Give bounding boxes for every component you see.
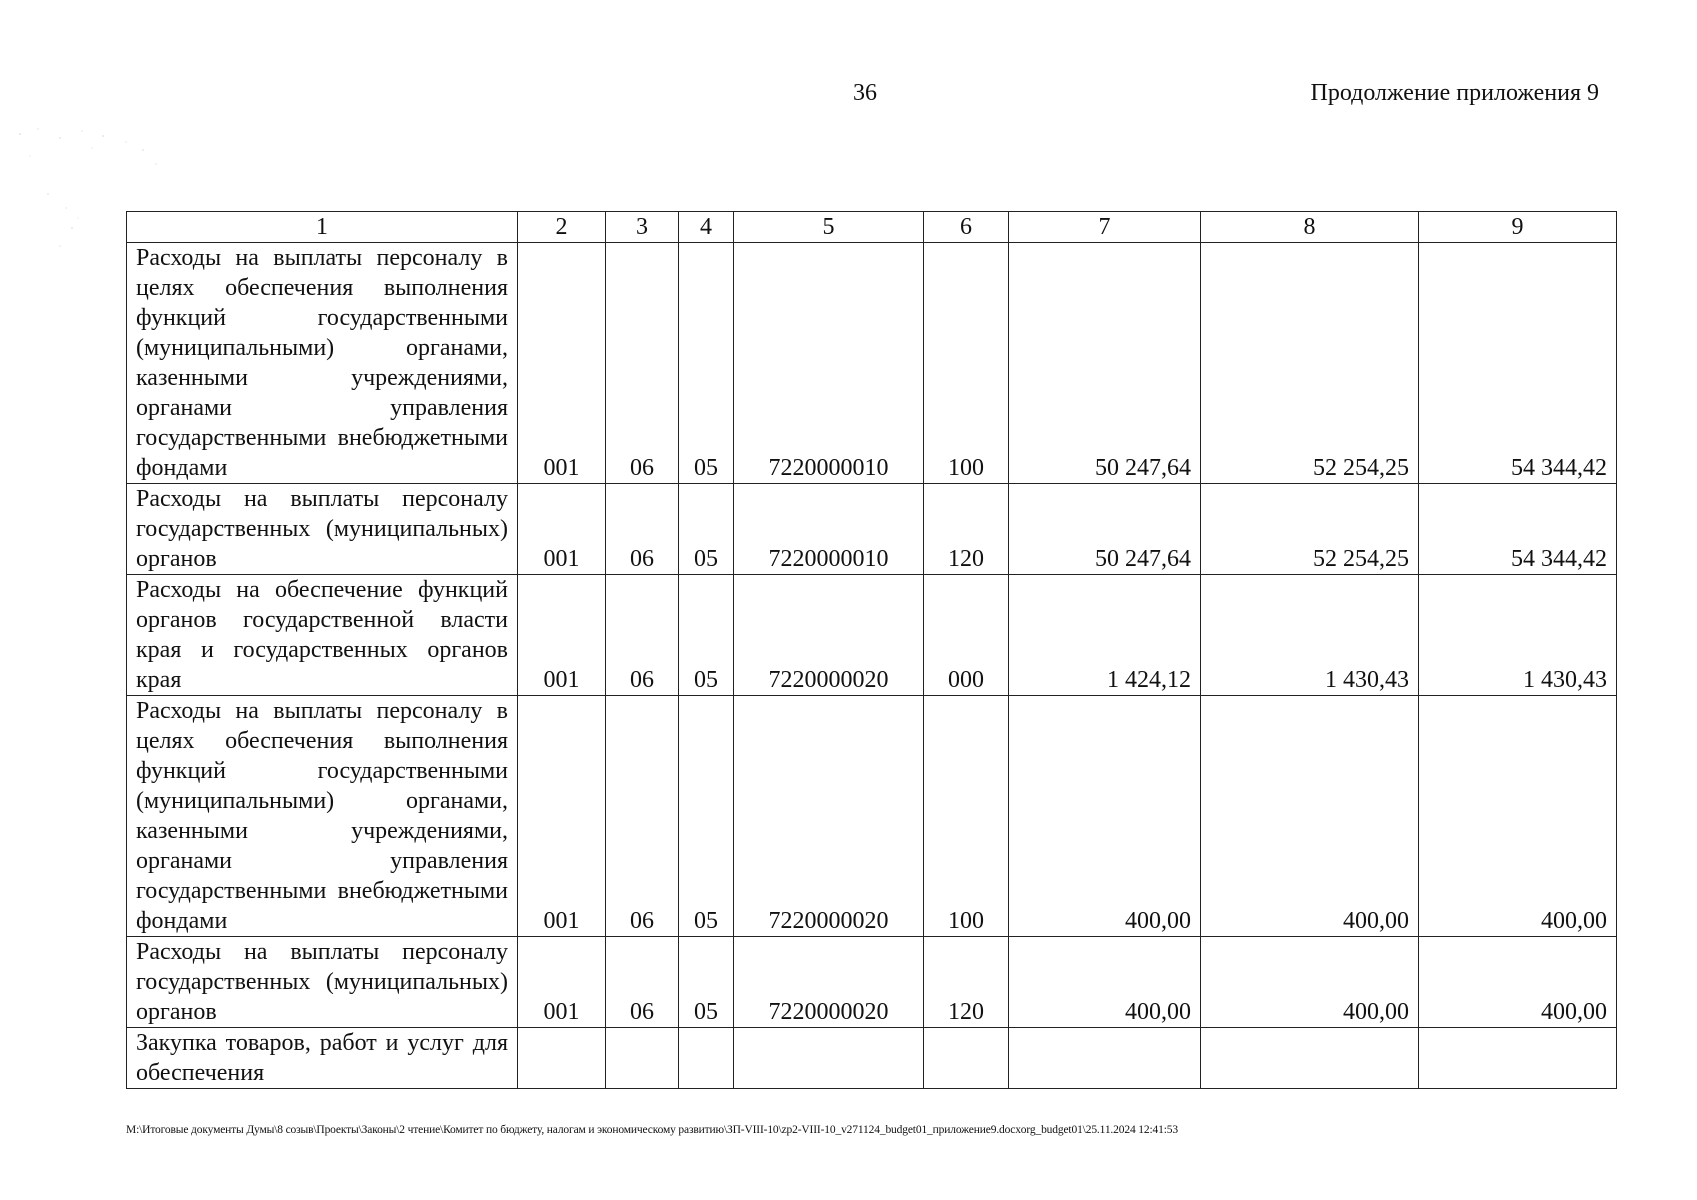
- table-row: [127, 937, 1617, 1028]
- ministry-code: 001: [518, 575, 606, 696]
- empty-cell: [518, 1028, 606, 1089]
- amount-col7: 50 247,64: [1009, 484, 1201, 575]
- expense-type-code: 120: [924, 484, 1009, 575]
- column-header: 3: [606, 212, 679, 243]
- ministry-code: 001: [518, 484, 606, 575]
- column-header: 9: [1419, 212, 1617, 243]
- section-code: 06: [606, 575, 679, 696]
- column-header: 4: [679, 212, 734, 243]
- table-row: [127, 575, 1617, 696]
- expense-name: Расходы на выплаты персоналу государственных (муниципальных) органов: [127, 937, 518, 1028]
- column-header: 8: [1201, 212, 1419, 243]
- table-row: [127, 484, 1617, 575]
- ministry-code: 001: [518, 937, 606, 1028]
- amount-col9: 54 344,42: [1419, 484, 1617, 575]
- expense-name: Расходы на обеспечение функций органов государственной власти края и государственных органов края: [127, 575, 518, 696]
- expense-name: Закупка товаров, работ и услуг для обеспечения: [127, 1028, 518, 1089]
- expense-type-code: 000: [924, 575, 1009, 696]
- amount-col9: 1 430,43: [1419, 575, 1617, 696]
- empty-cell: [1201, 1028, 1419, 1089]
- subsection-code: 05: [679, 696, 734, 937]
- empty-cell: [924, 1028, 1009, 1089]
- target-article-code: 7220000010: [734, 243, 924, 484]
- expense-name: Расходы на выплаты персоналу государственных (муниципальных) органов: [127, 484, 518, 575]
- ministry-code: 001: [518, 243, 606, 484]
- amount-col7: 50 247,64: [1009, 243, 1201, 484]
- subsection-code: 05: [679, 937, 734, 1028]
- section-code: 06: [606, 696, 679, 937]
- expense-type-code: 120: [924, 937, 1009, 1028]
- empty-cell: [1009, 1028, 1201, 1089]
- amount-col7: 1 424,12: [1009, 575, 1201, 696]
- subsection-code: 05: [679, 484, 734, 575]
- appendix-caption: Продолжение приложения 9: [1310, 80, 1599, 106]
- amount-col7: 400,00: [1009, 696, 1201, 937]
- table-header-row: [127, 212, 1617, 243]
- expense-name: Расходы на выплаты персоналу в целях обеспечения выполнения функций государственными (муниципальными) органами, казенными учреждениями, органами управления государственными внебюджетными фондами: [127, 696, 518, 937]
- table-row: [127, 1028, 1617, 1089]
- section-code: 06: [606, 243, 679, 484]
- amount-col7: 400,00: [1009, 937, 1201, 1028]
- subsection-code: 05: [679, 575, 734, 696]
- budget-table: [126, 211, 1617, 1089]
- expense-name: Расходы на выплаты персоналу в целях обеспечения выполнения функций государственными (муниципальными) органами, казенными учреждениями, органами управления государственными внебюджетными фондами: [127, 243, 518, 484]
- amount-col8: 52 254,25: [1201, 243, 1419, 484]
- section-code: 06: [606, 937, 679, 1028]
- document-file-path: M:\Итоговые документы Думы\8 созыв\Проекты\Законы\2 чтение\Комитет по бюджету, налогам и экономическому развитию\ЗП-VIII-10\zp2-VIII-10_v271124_budget01_приложение9.docxorg_budget01\25.11.2024 12:41:53: [126, 1124, 1178, 1136]
- amount-col8: 400,00: [1201, 937, 1419, 1028]
- amount-col8: 52 254,25: [1201, 484, 1419, 575]
- ministry-code: 001: [518, 696, 606, 937]
- column-header: 5: [734, 212, 924, 243]
- amount-col9: 400,00: [1419, 937, 1617, 1028]
- amount-col8: 400,00: [1201, 696, 1419, 937]
- table-row: [127, 696, 1617, 937]
- empty-cell: [734, 1028, 924, 1089]
- column-header: 1: [127, 212, 518, 243]
- target-article-code: 7220000010: [734, 484, 924, 575]
- amount-col8: 1 430,43: [1201, 575, 1419, 696]
- column-header: 2: [518, 212, 606, 243]
- target-article-code: 7220000020: [734, 696, 924, 937]
- table-row: [127, 243, 1617, 484]
- column-header: 6: [924, 212, 1009, 243]
- column-header: 7: [1009, 212, 1201, 243]
- expense-type-code: 100: [924, 696, 1009, 937]
- subsection-code: 05: [679, 243, 734, 484]
- target-article-code: 7220000020: [734, 575, 924, 696]
- empty-cell: [606, 1028, 679, 1089]
- page-number: 36: [853, 80, 877, 106]
- empty-cell: [1419, 1028, 1617, 1089]
- section-code: 06: [606, 484, 679, 575]
- amount-col9: 400,00: [1419, 696, 1617, 937]
- empty-cell: [679, 1028, 734, 1089]
- amount-col9: 54 344,42: [1419, 243, 1617, 484]
- target-article-code: 7220000020: [734, 937, 924, 1028]
- expense-type-code: 100: [924, 243, 1009, 484]
